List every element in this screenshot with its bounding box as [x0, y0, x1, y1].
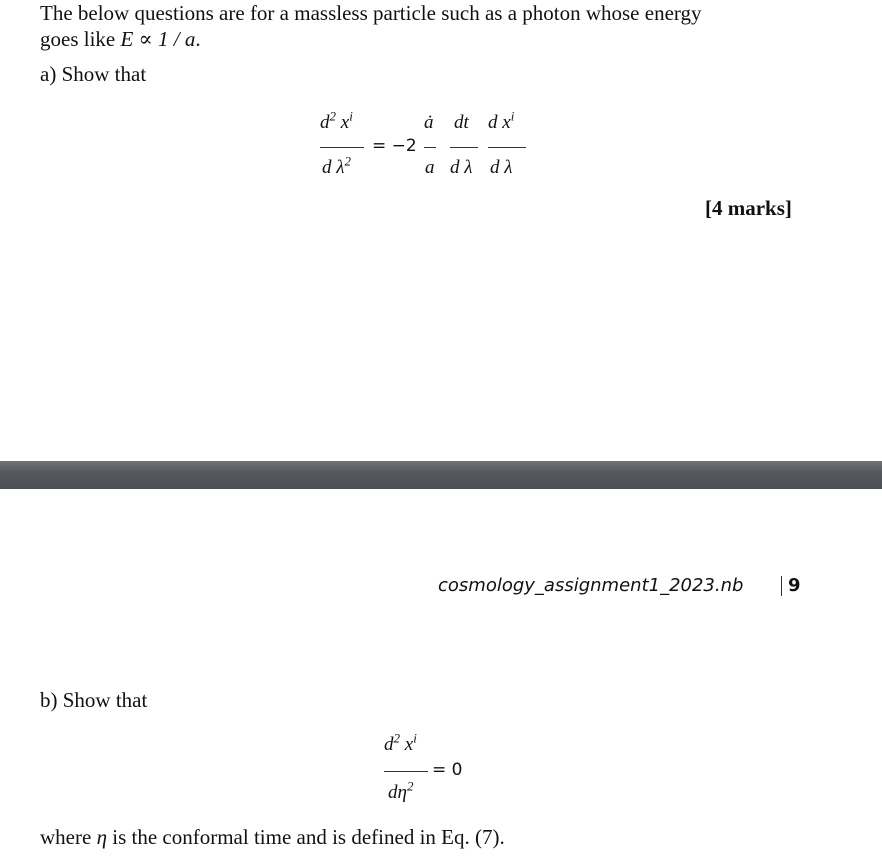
- part-b-note-suffix: is the conformal time and is defined in Eq. (7).: [106, 825, 505, 849]
- energy-proportionality: E ∝ 1 / a: [120, 27, 196, 51]
- part-b-note: [40, 824, 505, 850]
- eq-b-equals-zero: = 0: [432, 760, 463, 780]
- eq-a-den-sup-2: 2: [344, 153, 351, 169]
- intro-line-2-suffix: .: [195, 27, 201, 51]
- page-separator: [0, 461, 882, 489]
- eq-a-adot: ȧ: [424, 112, 434, 133]
- eq-a-dx-text: d x: [488, 112, 511, 133]
- part-a-label: a) Show that: [40, 62, 147, 86]
- eq-a-sup-2: 2: [329, 108, 336, 124]
- eq-a-a: a: [425, 157, 435, 178]
- part-b-note-prefix: where: [40, 825, 97, 849]
- part-a-marks: [4 marks]: [705, 196, 792, 220]
- eq-a-lhs-fraction-bar: [320, 147, 364, 148]
- footer-filename: cosmology_assignment1_2023.nb: [438, 575, 744, 596]
- eq-b-den-sup-2: 2: [406, 778, 414, 794]
- eq-a-dlambda-2: d λ: [490, 157, 513, 178]
- eq-b-x: x: [404, 734, 414, 755]
- part-b-label: b) Show that: [40, 688, 148, 712]
- eq-a-dx-sup-i: i: [510, 108, 515, 124]
- footer-divider: [781, 576, 782, 596]
- footer-page-number: 9: [788, 575, 801, 596]
- part-b-note-eta: η: [96, 825, 107, 849]
- eq-b-deta: dη: [388, 782, 407, 803]
- eq-b-fraction-bar: [384, 771, 428, 772]
- eq-a-dx-fraction-bar: [488, 147, 526, 148]
- eq-a-x: x: [340, 112, 350, 133]
- eq-a-dt: dt: [454, 112, 469, 133]
- equation-b: [380, 730, 500, 810]
- eq-a-dlambda-1: d λ: [450, 157, 473, 178]
- eq-b-sup-i: i: [413, 730, 417, 746]
- eq-a-lhs-denominator: [322, 153, 351, 179]
- intro-line-2: [40, 26, 201, 52]
- eq-a-lhs-numerator: [320, 108, 353, 134]
- eq-a-d: d: [320, 112, 330, 133]
- intro-line-1: The below questions are for a massless particle such as a photon whose energy: [40, 1, 702, 25]
- eq-a-dt-fraction-bar: [450, 147, 478, 148]
- eq-b-denominator: [388, 778, 414, 804]
- eq-a-dx: [488, 108, 515, 134]
- eq-a-equals-minus-two: = −2: [372, 136, 417, 156]
- eq-a-sup-i: i: [349, 108, 353, 124]
- eq-b-numerator: [384, 730, 417, 756]
- eq-b-d: d: [384, 734, 394, 755]
- eq-a-dlambda: d λ: [322, 157, 345, 178]
- eq-a-adot-fraction-bar: [424, 147, 436, 148]
- intro-line-2-prefix: goes like: [40, 27, 121, 51]
- equation-a: [300, 108, 540, 188]
- eq-b-sup-2: 2: [393, 730, 400, 746]
